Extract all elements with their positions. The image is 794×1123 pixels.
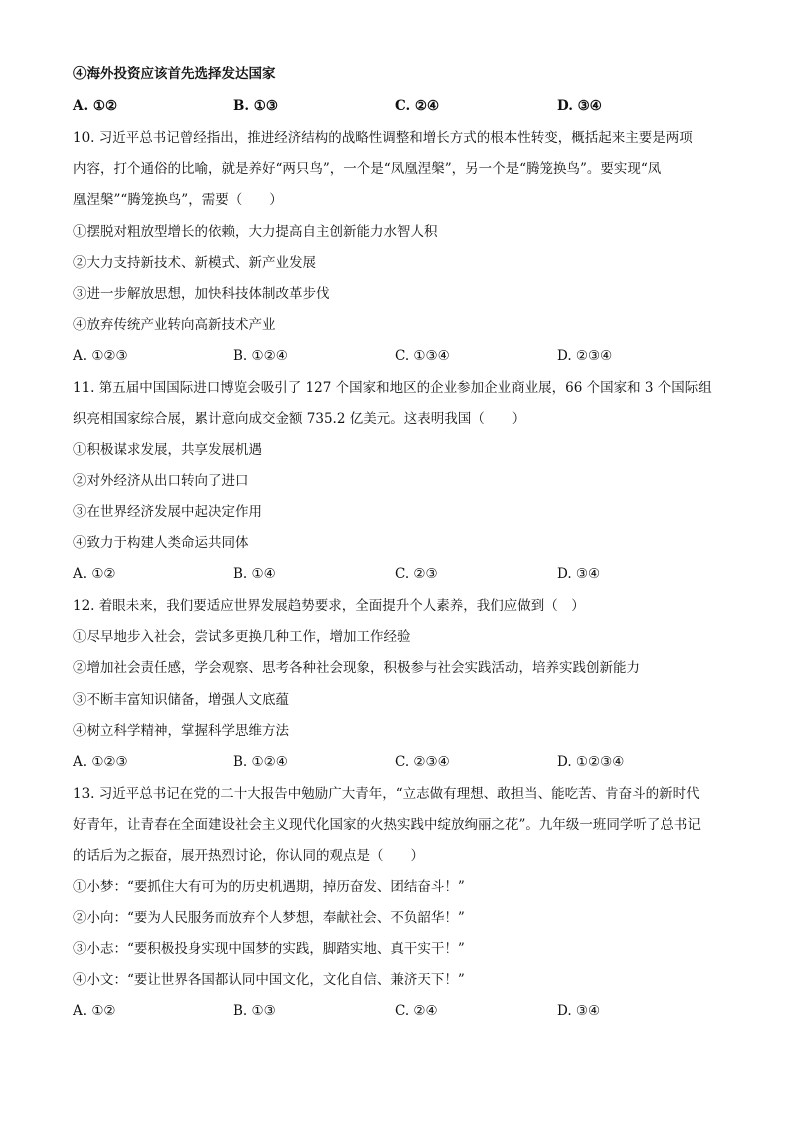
q13-option-c: C. ②④ <box>395 1003 438 1019</box>
q13-stem-line-2: 好青年，让青春在全面建设社会主义现代化国家的火热实践中绽放绚丽之花”。九年级一班同学听了总书记 <box>73 817 701 833</box>
q11-options <box>73 564 723 584</box>
q9-option-a: A. ①② <box>73 98 118 114</box>
q11-option-b: B. ①④ <box>233 566 276 582</box>
q13-item-1: ①小梦：“要抓住大有可为的历史机遇期，掉历奋发、团结奋斗！” <box>73 879 465 895</box>
q12-options <box>73 752 723 772</box>
q10-option-b: B. ①②④ <box>233 348 288 364</box>
q13-item-4: ④小文：“要让世界各国都认同中国文化，文化自信、兼济天下！” <box>73 972 465 988</box>
q12-item-3: ③不断丰富知识储备，增强人文底蕴 <box>73 692 289 708</box>
q10-item-1: ①摆脱对粗放型增长的依赖，大力提高自主创新能力水智人积 <box>73 224 438 240</box>
q10-item-4: ④放弃传统产业转向高新技术产业 <box>73 317 276 333</box>
q11-stem-line-1: 11. 第五届中国国际进口博览会吸引了 127 个国家和地区的企业参加企业商业展，66 个国家和 3 个国际组 <box>73 380 712 396</box>
q12-option-a: A. ①②③ <box>73 754 128 770</box>
q13-options <box>73 1001 723 1021</box>
q11-option-c: C. ②③ <box>395 566 438 582</box>
q12-item-1: ①尽早地步入社会，尝试多更换几种工作，增加工作经验 <box>73 629 411 645</box>
q9-item-4: ④海外投资应该首先选择发达国家 <box>73 66 276 82</box>
q9-options <box>73 96 723 116</box>
q9-option-b: B. ①③ <box>233 98 279 114</box>
q12-item-2: ②增加社会责任感，学会观察、思考各种社会现象，积极参与社会实践活动，培养实践创新能力 <box>73 660 640 676</box>
q9-option-d: D. ③④ <box>557 98 602 114</box>
q13-option-a: A. ①② <box>73 1003 116 1019</box>
q13-item-2: ②小向：“要为人民服务而放弃个人梦想，奉献社会、不负韶华！” <box>73 910 465 926</box>
q13-option-b: B. ①③ <box>233 1003 276 1019</box>
q11-option-d: D. ③④ <box>557 566 601 582</box>
q12-option-c: C. ②③④ <box>395 754 450 770</box>
q10-item-3: ③进一步解放思想，加快科技体制改革步伐 <box>73 286 330 302</box>
q12-item-4: ④树立科学精神，掌握科学思维方法 <box>73 723 289 739</box>
q13-stem-line-1: 13. 习近平总书记在党的二十大报告中勉励广大青年，“立志做有理想、敢担当、能吃苦、肯奋斗的新时代 <box>73 786 700 802</box>
q11-item-4: ④致力于构建人类命运共同体 <box>73 535 249 551</box>
q11-item-1: ①积极谋求发展，共享发展机遇 <box>73 442 262 458</box>
q10-option-c: C. ①③④ <box>395 348 450 364</box>
q13-option-d: D. ③④ <box>557 1003 601 1019</box>
q11-item-3: ③在世界经济发展中起决定作用 <box>73 504 262 520</box>
q10-stem-line-2: 内容，打个通俗的比喻，就是养好“两只鸟”，一个是“凤凰涅槃”，另一个是“腾笼换鸟”。要实现“凤 <box>73 161 662 177</box>
q13-item-3: ③小志：“要积极投身实现中国梦的实践，脚踏实地、真干实干！” <box>73 941 465 957</box>
q10-options <box>73 346 723 366</box>
q10-option-a: A. ①②③ <box>73 348 128 364</box>
q11-option-a: A. ①② <box>73 566 116 582</box>
q10-stem-line-3: 凰涅槃”“腾笼换鸟”，需要（ ） <box>73 192 283 208</box>
q12-option-d: D. ①②③④ <box>557 754 625 770</box>
q11-item-2: ②对外经济从出口转向了进口 <box>73 473 249 489</box>
q10-option-d: D. ②③④ <box>557 348 613 364</box>
q11-stem-line-2: 织亮相国家综合展，累计意向成交金额 735.2 亿美元。这表明我国（ ） <box>73 411 526 427</box>
q10-stem-line-1: 10. 习近平总书记曾经指出，推进经济结构的战略性调整和增长方式的根本性转变，概括起来主要是两项 <box>73 130 693 146</box>
q9-option-c: C. ②④ <box>395 98 440 114</box>
q12-stem-line-1: 12. 着眼未来，我们要适应世界发展趋势要求，全面提升个人素养，我们应做到（ ） <box>73 598 585 614</box>
q10-item-2: ②大力支持新技术、新模式、新产业发展 <box>73 255 316 271</box>
q12-option-b: B. ①②④ <box>233 754 288 770</box>
q13-stem-line-3: 的话后为之振奋，展开热烈讨论，你认同的观点是（ ） <box>73 848 424 864</box>
